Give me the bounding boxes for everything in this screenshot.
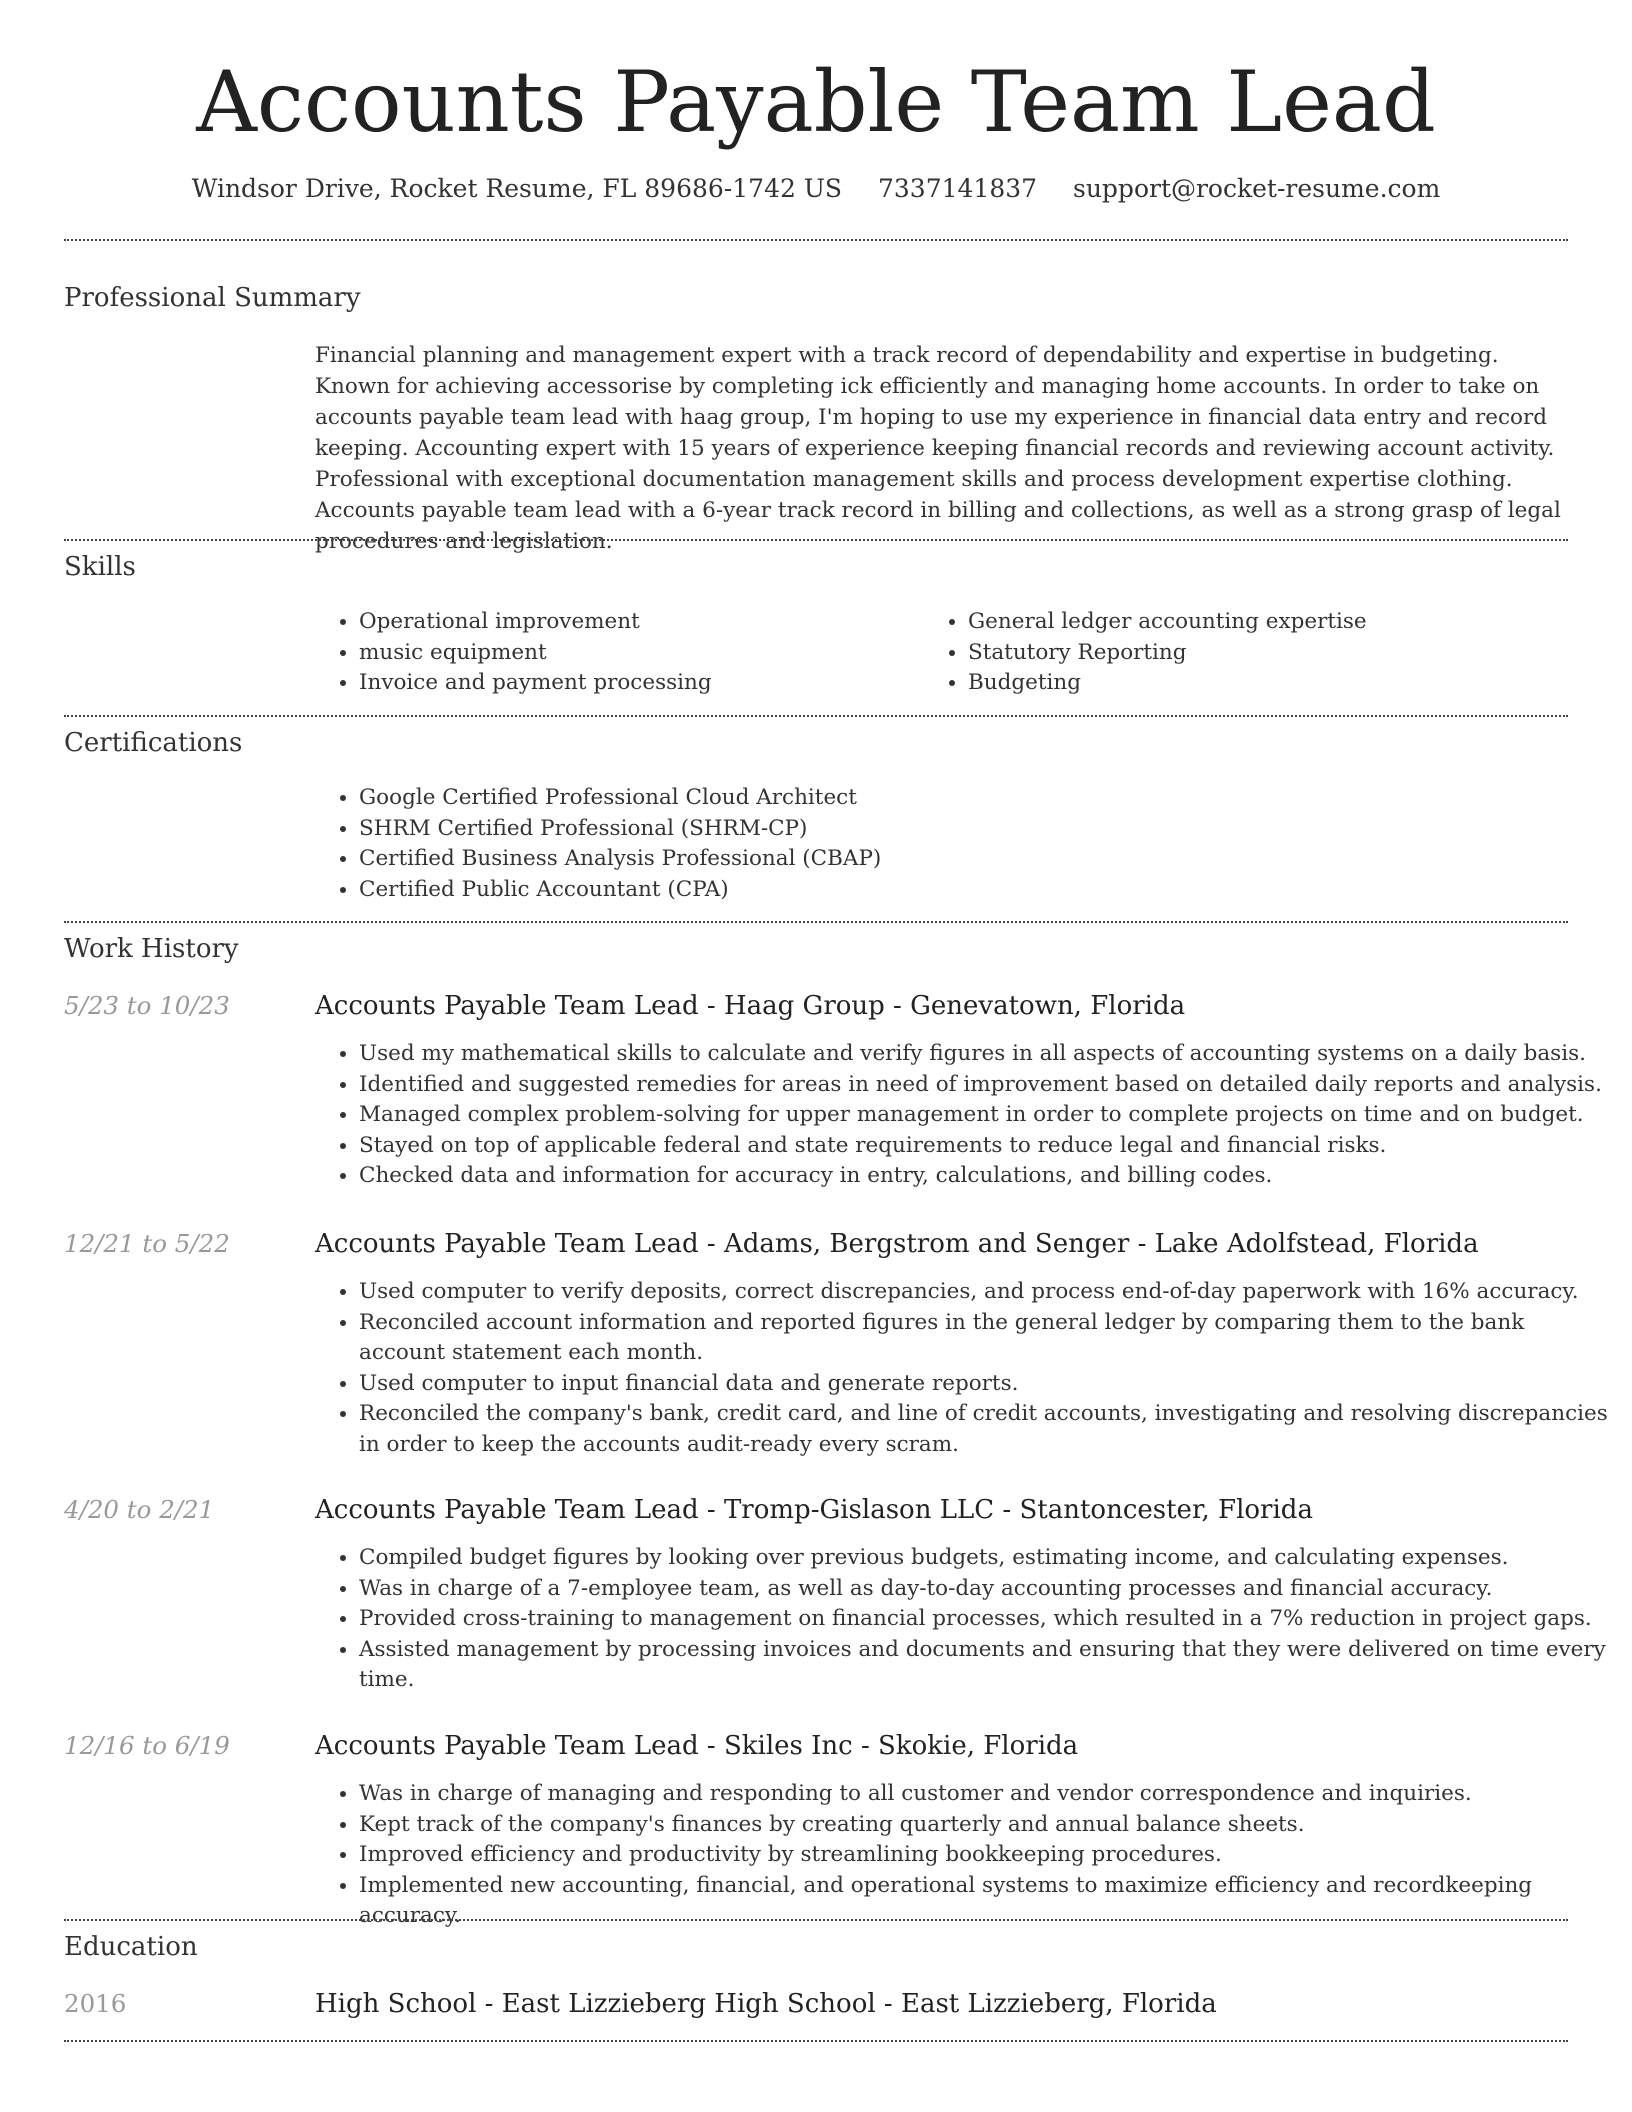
list-item: • Compiled budget figures by looking over previous budgets, estimating income, and calculating expenses. xyxy=(359,1543,1609,1574)
list-item: • Invoice and payment processing xyxy=(359,668,919,699)
section-title-certifications: Certifications xyxy=(64,728,243,758)
job-title: Accounts Payable Team Lead - Skiles Inc - Skokie, Florida xyxy=(315,1731,1079,1761)
job-title: Accounts Payable Team Lead - Tromp-Gislason LLC - Stantoncester, Florida xyxy=(315,1495,1313,1525)
list-item: • Assisted management by processing invoices and documents and ensuring that they were delivered on time every time. xyxy=(359,1635,1609,1696)
list-item: • Managed complex problem-solving for upper management in order to complete projects on time and on budget. xyxy=(359,1100,1609,1131)
divider xyxy=(64,239,1568,241)
divider xyxy=(64,921,1568,923)
summary-text: Financial planning and management expert with a track record of dependability and expertise in budgeting. Known for achieving accessorise by completing ick efficiently and managing home accounts. In order to take on accounts payable team lead with haag group, I'm hoping to use my experience in financial data entry and record keeping. Accounting expert with 15 years of experience keeping financial records and reviewing account activity. Professional with exceptional documentation management skills and process development expertise clothing. Accounts payable team lead with a 6-year track record in billing and collections, as well as a strong grasp of legal procedures and legislation. xyxy=(315,343,1561,554)
list-item: • SHRM Certified Professional (SHRM-CP) xyxy=(359,814,1559,845)
contact-phone: 7337141837 xyxy=(877,174,1038,203)
skills-list-right xyxy=(924,607,1568,699)
section-title-education: Education xyxy=(64,1932,198,1962)
education-year: 2016 xyxy=(64,1989,127,2018)
job-dates: 12/16 to 6/19 xyxy=(64,1731,230,1760)
list-item: • Google Certified Professional Cloud Architect xyxy=(359,783,1559,814)
skills-list-left xyxy=(315,607,919,699)
divider xyxy=(64,1919,1568,1921)
section-title-summary: Professional Summary xyxy=(64,283,361,313)
resume-name: Accounts Payable Team Lead xyxy=(196,53,1436,151)
job-bullets xyxy=(315,1543,1609,1696)
divider xyxy=(64,539,1568,541)
job-bullets xyxy=(315,1277,1609,1460)
list-item: • Identified and suggested remedies for areas in need of improvement based on detailed daily reports and analysis. xyxy=(359,1070,1609,1101)
list-item: • Checked data and information for accuracy in entry, calculations, and billing codes. xyxy=(359,1161,1609,1192)
list-item: • Statutory Reporting xyxy=(968,638,1568,669)
list-item: • Implemented new accounting, financial, and operational systems to maximize efficiency and recordkeeping accuracy. xyxy=(359,1871,1629,1932)
list-item: • General ledger accounting expertise xyxy=(968,607,1568,638)
job-dates: 12/21 to 5/22 xyxy=(64,1229,230,1258)
job-bullets xyxy=(315,1779,1629,1932)
section-title-work-history: Work History xyxy=(64,934,239,964)
list-item: • Stayed on top of applicable federal and state requirements to reduce legal and financial risks. xyxy=(359,1131,1609,1162)
education-entry: High School - East Lizzieberg High School - East Lizzieberg, Florida xyxy=(315,1989,1217,2019)
list-item: • Was in charge of a 7-employee team, as well as day-to-day accounting processes and financial accuracy. xyxy=(359,1574,1609,1605)
list-item: • Used computer to input financial data and generate reports. xyxy=(359,1369,1609,1400)
list-item: • Certified Business Analysis Professional (CBAP) xyxy=(359,844,1559,875)
list-item: • Kept track of the company's finances by creating quarterly and annual balance sheets. xyxy=(359,1810,1629,1841)
list-item: • music equipment xyxy=(359,638,919,669)
list-item: • Reconciled the company's bank, credit card, and line of credit accounts, investigating and resolving discrepancies in order to keep the accounts audit-ready every scram. xyxy=(359,1399,1609,1460)
contact-address: Windsor Drive, Rocket Resume, FL 89686-1742 US xyxy=(191,174,843,203)
list-item: • Was in charge of managing and responding to all customer and vendor correspondence and inquiries. xyxy=(359,1779,1629,1810)
section-title-skills: Skills xyxy=(64,552,136,582)
list-item: • Used my mathematical skills to calculate and verify figures in all aspects of accounting systems on a daily basis. xyxy=(359,1039,1609,1070)
divider xyxy=(64,2040,1568,2042)
list-item: • Certified Public Accountant (CPA) xyxy=(359,875,1559,906)
list-item: • Provided cross-training to management on financial processes, which resulted in a 7% reduction in project gaps. xyxy=(359,1604,1609,1635)
job-bullets xyxy=(315,1039,1609,1192)
list-item: • Improved efficiency and productivity by streamlining bookkeeping procedures. xyxy=(359,1840,1629,1871)
list-item: • Used computer to verify deposits, correct discrepancies, and process end-of-day paperwork with 16% accuracy. xyxy=(359,1277,1609,1308)
job-dates: 4/20 to 2/21 xyxy=(64,1495,215,1524)
list-item: • Reconciled account information and reported figures in the general ledger by comparing them to the bank account statement each month. xyxy=(359,1308,1609,1369)
list-item: • Operational improvement xyxy=(359,607,919,638)
list-item: • Budgeting xyxy=(968,668,1568,699)
divider xyxy=(64,715,1568,717)
contact-line xyxy=(0,172,1632,206)
certifications-list xyxy=(315,783,1559,905)
contact-email[interactable]: support@rocket-resume.com xyxy=(1073,174,1441,203)
job-title: Accounts Payable Team Lead - Adams, Bergstrom and Senger - Lake Adolfstead, Florida xyxy=(315,1229,1479,1259)
job-dates: 5/23 to 10/23 xyxy=(64,991,230,1020)
job-title: Accounts Payable Team Lead - Haag Group - Genevatown, Florida xyxy=(315,991,1186,1021)
